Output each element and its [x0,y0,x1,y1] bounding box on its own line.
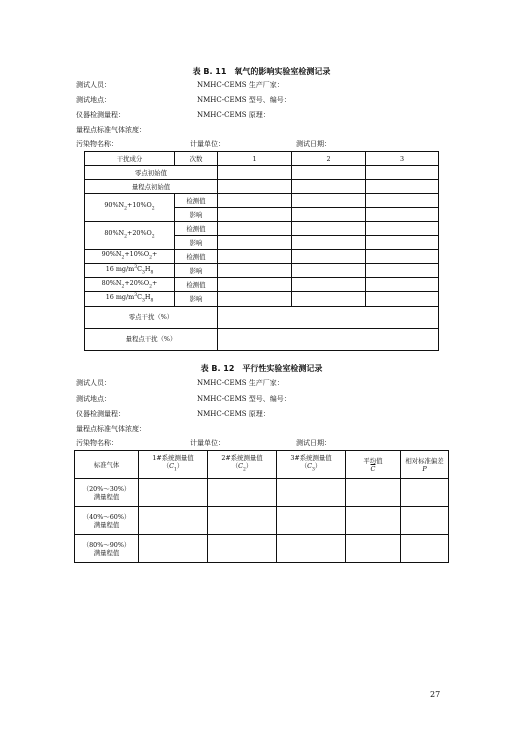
gas-80n2-20o2: $80\%N_2+20\%O_2$ [85,222,175,250]
table-cell[interactable] [218,180,292,194]
header-run-1: 1 [218,152,292,166]
model-label: NMHC-CEMS 型号、编号： [197,395,291,403]
table-cell[interactable] [366,292,439,306]
range-label: 仪器检测量程： [76,111,125,119]
header-average: 平均值 $\overline{C}$ [346,451,401,479]
unit-label: 计量单位： [190,140,225,148]
table-cell[interactable] [401,507,449,535]
table-cell[interactable] [292,264,366,278]
zero-initial-label: 零点初始值 [85,166,218,180]
row-80-90: （80%～90%） 满量程值 [75,535,139,563]
table-cell[interactable] [292,278,366,292]
table-cell[interactable] [218,292,292,306]
table-cell[interactable] [366,166,439,180]
table-cell[interactable] [218,194,292,208]
table-cell[interactable] [366,264,439,278]
row-20-30: （20%～30%） 满量程值 [75,479,139,507]
table-cell[interactable] [346,535,401,563]
pollutant-label: 污染物名称： [76,140,118,148]
table-cell[interactable] [218,166,292,180]
table-cell[interactable] [218,236,292,250]
table-cell[interactable] [139,507,208,535]
span-initial-label: 量程点初始值 [85,180,218,194]
gas-80n2-20o2-propane-line1: $80\%N_2+20\%O_2+$ [85,278,175,292]
span-interference-label: 量程点干扰（%） [85,328,218,350]
table-cell[interactable] [366,194,439,208]
table-cell[interactable] [292,292,366,306]
gas-80n2-20o2-propane-line2: 16 $mg/m^3C_3H_8$ [85,292,175,306]
table-cell[interactable] [218,250,292,264]
table-cell[interactable] [401,535,449,563]
tester-label: 测试人员： [76,81,111,89]
table-cell[interactable] [277,535,346,563]
measured-label: 检测值 [175,194,218,208]
table-cell[interactable] [366,222,439,236]
table-cell[interactable] [218,278,292,292]
table-cell[interactable] [277,507,346,535]
table-cell[interactable] [139,479,208,507]
table-cell[interactable] [292,208,366,222]
table-cell[interactable] [292,236,366,250]
table-cell[interactable] [292,250,366,264]
header-count: 次数 [175,152,218,166]
table-cell[interactable] [218,208,292,222]
header-system-1: 1#系统测量值 $(C_1)$ [139,451,208,479]
table-cell[interactable] [208,507,277,535]
date-label: 测试日期： [296,439,331,447]
table-cell[interactable] [346,479,401,507]
span-interference-value[interactable] [218,328,439,350]
table-b12-title: 表 B. 12 平行性实验室检测记录 [200,364,323,373]
zero-interference-value[interactable] [218,306,439,328]
zero-interference-label: 零点干扰（%） [85,306,218,328]
span-gas-label: 量程点标准气体浓度： [76,425,146,433]
table-cell[interactable] [292,222,366,236]
header-standard-gas: 标准气体 [75,451,139,479]
header-rsd: 相对标准偏差 P [401,451,449,479]
header-run-2: 2 [292,152,366,166]
header-interference: 干扰成分 [85,152,175,166]
manufacturer-label: NMHC-CEMS 生产厂家： [197,81,284,89]
oxygen-interference-table [84,151,439,351]
measured-label: 检测值 [175,222,218,236]
table-cell[interactable] [366,236,439,250]
location-label: 测试地点： [76,96,111,104]
table-cell[interactable] [277,479,346,507]
table-cell[interactable] [366,208,439,222]
measured-label: 检测值 [175,250,218,264]
tester-label: 测试人员： [76,379,111,387]
effect-label: 影响 [175,292,218,306]
table-cell[interactable] [366,278,439,292]
table-cell[interactable] [292,194,366,208]
table-cell[interactable] [401,479,449,507]
measured-label: 检测值 [175,278,218,292]
pollutant-label: 污染物名称： [76,439,118,447]
parallelism-table [74,450,449,563]
table-cell[interactable] [218,264,292,278]
header-system-3: 3#系统测量值 $(C_3)$ [277,451,346,479]
table-cell[interactable] [208,535,277,563]
gas-90n2-10o2-propane-line1: $90\%N_2+10\%O_2+$ [85,250,175,264]
effect-label: 影响 [175,264,218,278]
location-label: 测试地点： [76,395,111,403]
span-gas-label: 量程点标准气体浓度： [76,126,146,134]
effect-label: 影响 [175,208,218,222]
header-system-2: 2#系统测量值 $(C_2)$ [208,451,277,479]
table-b11-title: 表 B. 11 氧气的影响实验室检测记录 [192,67,331,76]
table-cell[interactable] [139,535,208,563]
header-run-3: 3 [366,152,439,166]
date-label: 测试日期： [296,140,331,148]
effect-label: 影响 [175,236,218,250]
manufacturer-label: NMHC-CEMS 生产厂家： [197,379,284,387]
gas-90n2-10o2-propane-line2: 16 $mg/m^3C_3H_8$ [85,264,175,278]
principle-label: NMHC-CEMS 原理： [197,410,270,418]
page-number: 27 [430,690,441,699]
table-cell[interactable] [218,222,292,236]
model-label: NMHC-CEMS 型号、编号： [197,96,291,104]
range-label: 仪器检测量程： [76,410,125,418]
gas-90n2-10o2: $90\%N_2+10\%O_2$ [85,194,175,222]
row-40-60: （40%～60%） 满量程值 [75,507,139,535]
table-cell[interactable] [366,180,439,194]
table-cell[interactable] [366,250,439,264]
unit-label: 计量单位： [190,439,225,447]
table-cell[interactable] [292,166,366,180]
table-cell[interactable] [208,479,277,507]
principle-label: NMHC-CEMS 原理： [197,111,270,119]
table-cell[interactable] [346,507,401,535]
table-cell[interactable] [292,180,366,194]
